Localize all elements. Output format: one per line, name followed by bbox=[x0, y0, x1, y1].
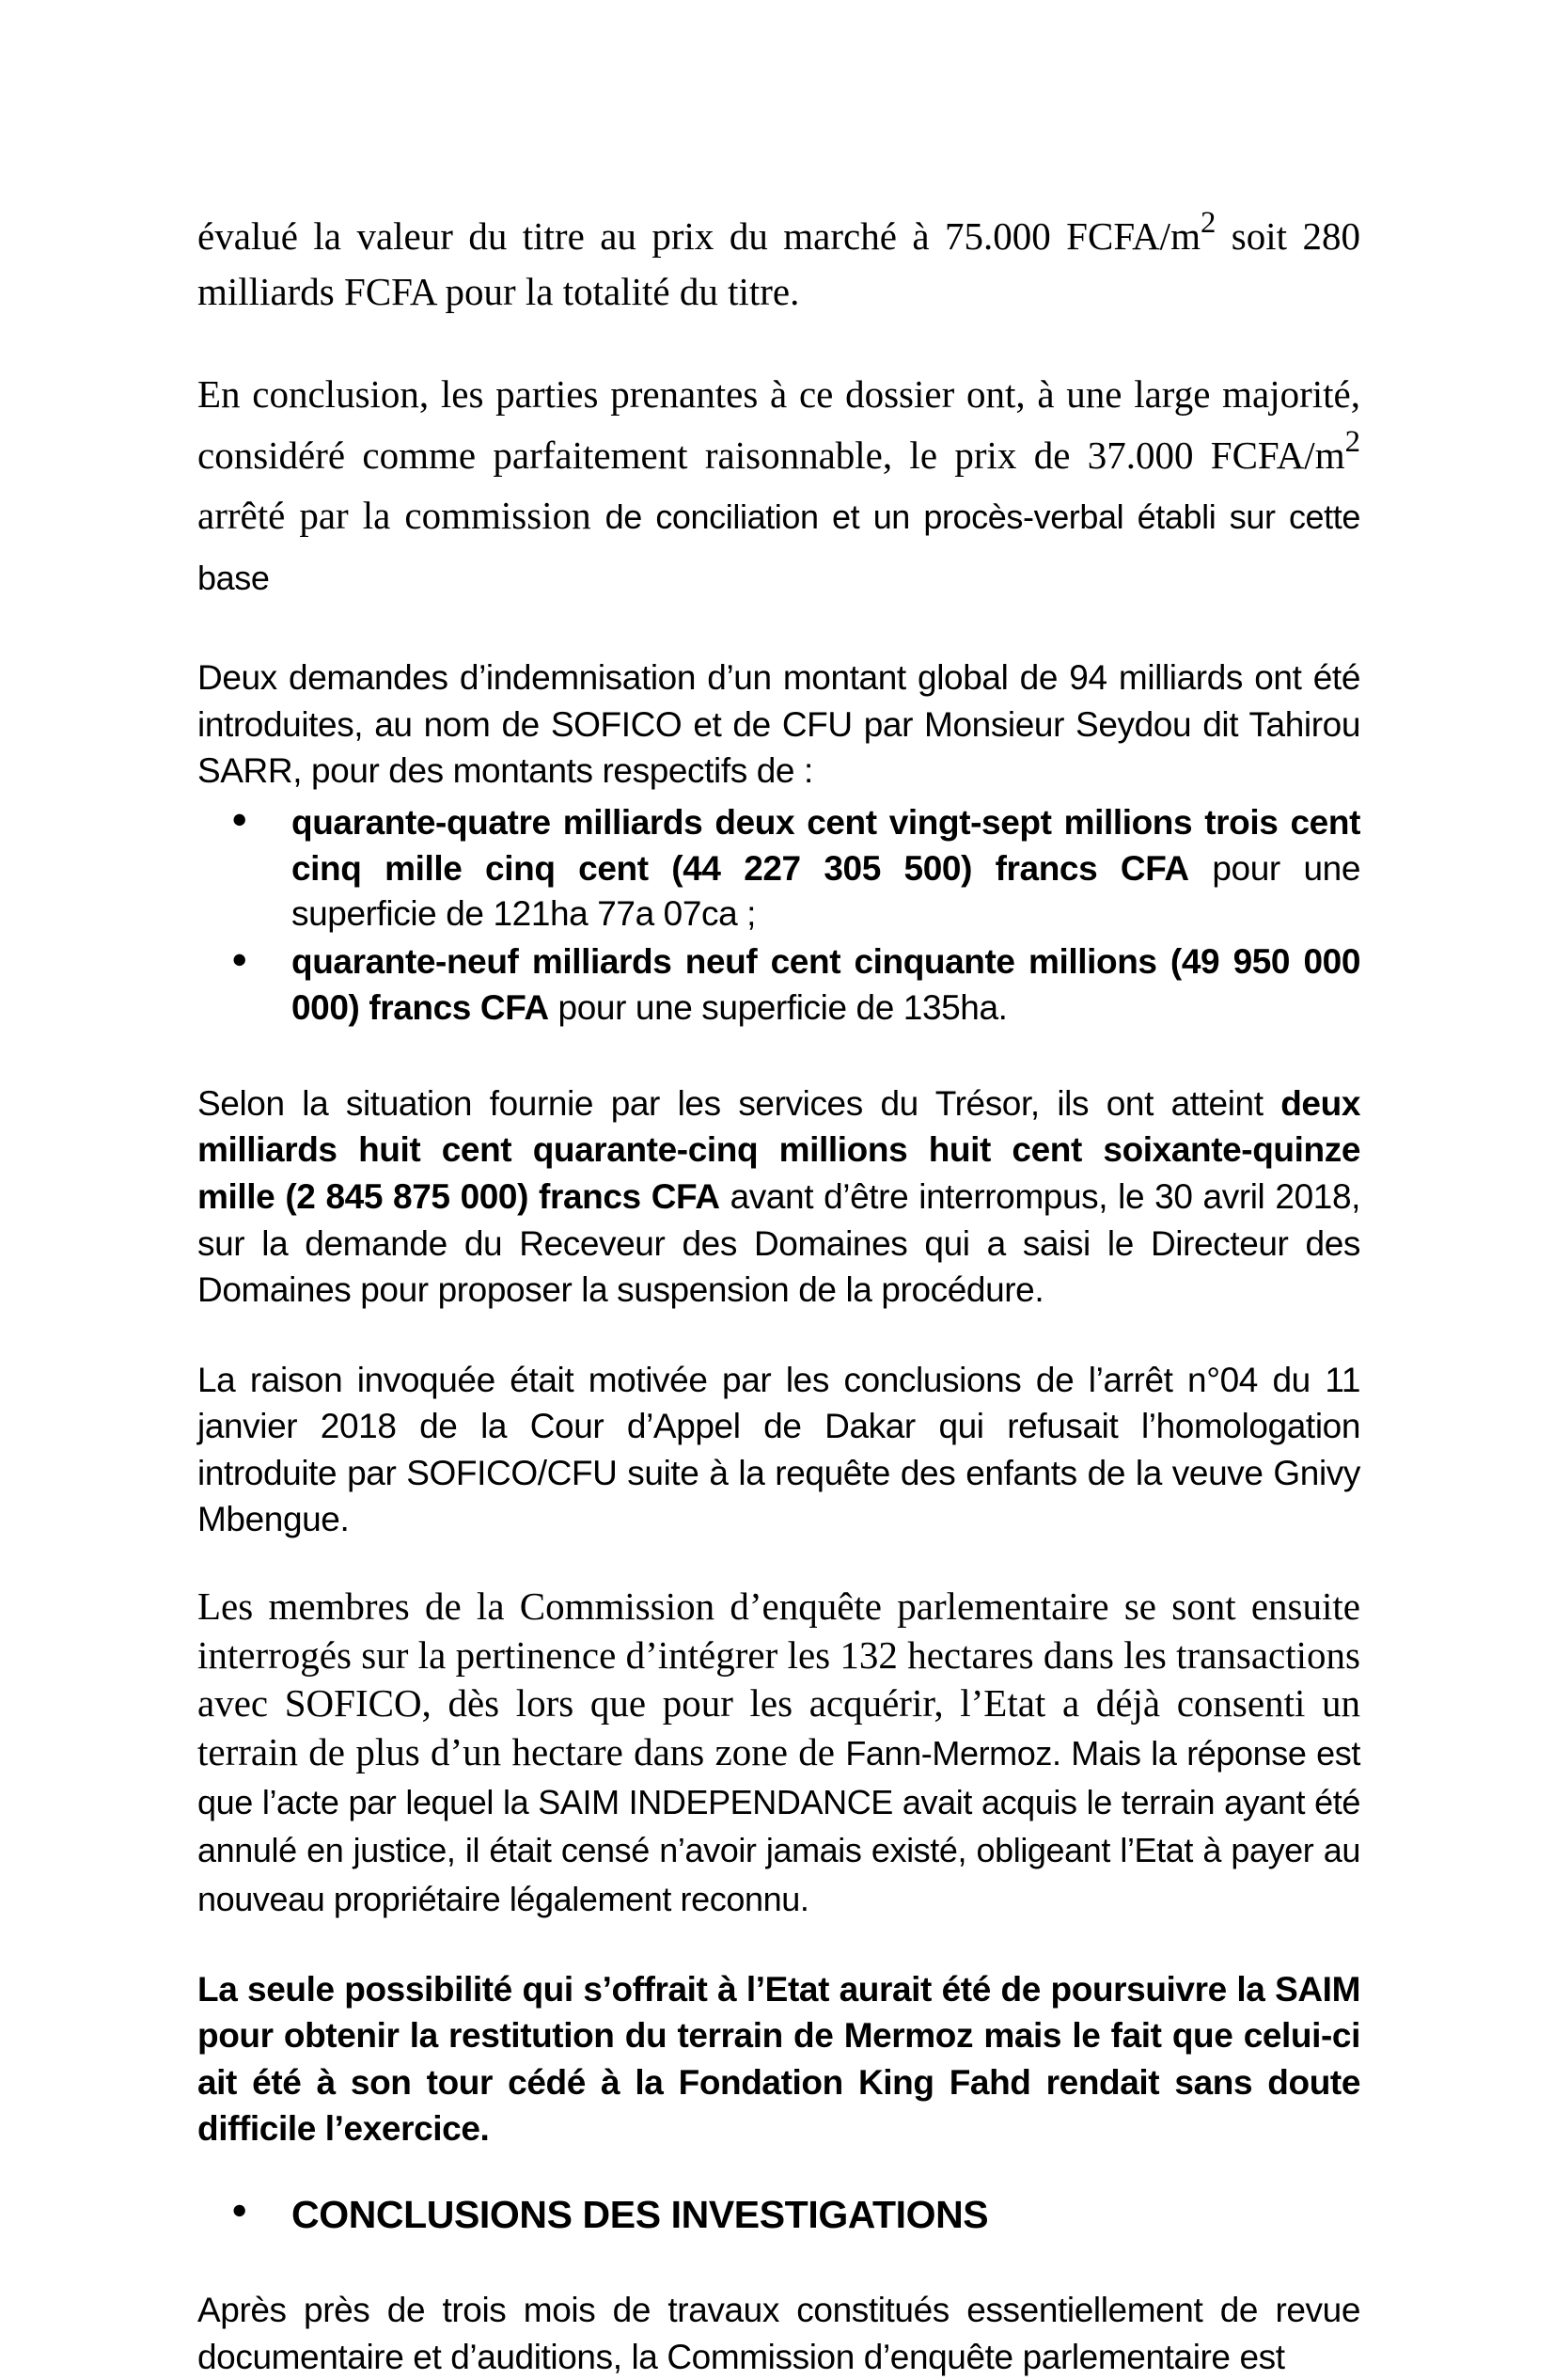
paragraph-commission-questions bbox=[197, 1583, 1360, 1923]
paragraph-two-claims: Deux demandes d’indemnisation d’un montant global de 94 milliards ont été introduites, au nom de SOFICO et de CFU par Monsieur Seydou dit Tahirou SARR, pour des montants respectifs de : bbox=[197, 657, 1360, 791]
bullet-icon: ● bbox=[231, 943, 248, 974]
list-item-claim-2 bbox=[197, 939, 1360, 1032]
p6-sans-text: Fann-Mermoz. Mais la réponse est que l’acte par lequel la SAIM INDEPENDANCE avait acquis le terrain ayant été annulé en justice, il était censé n’avoir jamais existé, obligeant l’Etat à payer au nouveau propriétaire légalement reconnu. bbox=[197, 1733, 1360, 1918]
bullet-icon: ● bbox=[231, 804, 248, 835]
p2-serif-text: En conclusion, les parties prenantes à ce dossier ont, à une large majorité, considéré comme parfaitement raisonnable, le prix de 37.000 FCFA/m bbox=[197, 371, 1360, 477]
p4-text-2: avant d’être interrompus, le 30 avril 2018, sur la demande du Receveur des Domaines qui a saisi le Directeur des Domaines pour proposer la suspension de la procédure. bbox=[197, 1176, 1360, 1310]
list-item-claim-1 bbox=[197, 800, 1360, 938]
claim-2-amount: quarante-neuf milliards neuf cent cinquante millions (49 950 000 000) francs CFA bbox=[291, 942, 1360, 1027]
paragraph-title-valuation bbox=[197, 205, 1360, 321]
document-content bbox=[197, 205, 1361, 2380]
p2-superscript-2: 2 bbox=[1344, 424, 1360, 459]
section-heading-conclusions bbox=[197, 2190, 1360, 2240]
paragraph-after-three-months: Après près de trois mois de travaux constitués essentiellement de revue documentaire et d’auditions, la Commission d’enquête parlementaire est bbox=[197, 2291, 1360, 2376]
paragraph-state-options: La seule possibilité qui s’offrait à l’Etat aurait été de poursuivre la SAIM pour obtenir la restitution du terrain de Mermoz mais le fait que celui-ci ait été à son tour cédé à la Fondation King Fahd rendait sans doute difficile l’exercice. bbox=[197, 1969, 1360, 2149]
p6-serif-text: Les membres de la Commission d’enquête parlementaire se sont ensuite interrogés sur la pertinence d’intégrer les 132 hectares dans les transactions avec SOFICO, dès lors que pour les acquérir, l’Etat a déjà consenti un terrain de plus d’un hectare dans zone de bbox=[197, 1584, 1360, 1773]
paragraph-court-ruling: La raison invoquée était motivée par les conclusions de l’arrêt n°04 du 11 janvier 2018 de la Cour d’Appel de Dakar qui refusait l’homologation introduite par SOFICO/CFU suite à la requête des enfants de la veuve Gnivy Mbengue. bbox=[197, 1360, 1360, 1539]
claim-1-amount: quarante-quatre milliards deux cent vingt-sept millions trois cent cinq mille cinq cent (44 227 305 500) francs CFA bbox=[291, 802, 1360, 888]
section-heading-label: CONCLUSIONS DES INVESTIGATIONS bbox=[291, 2192, 989, 2236]
p1-text-after-sup: soit 280 milliards FCFA pour la totalité du titre. bbox=[197, 214, 1360, 314]
p2-sans-text: de conciliation et un procès-verbal établi sur cette base bbox=[197, 497, 1361, 598]
claim-2-area: pour une superficie de 135ha. bbox=[548, 987, 1008, 1027]
p4-text-1: Selon la situation fournie par les services du Trésor, ils ont atteint bbox=[197, 1083, 1281, 1123]
p1-superscript-2: 2 bbox=[1200, 205, 1217, 240]
p2-serif-text-2: arrêté par la commission bbox=[197, 494, 605, 538]
claim-1-area: pour une superficie de 121ha 77a 07ca ; bbox=[291, 848, 1361, 934]
p4-amount-bold: deux milliards huit cent quarante-cinq millions huit cent soixante-quinze mille (2 845 875 000) francs CFA bbox=[197, 1083, 1360, 1216]
p1-text-before-sup: évalué la valeur du titre au prix du marché à 75.000 FCFA/m bbox=[197, 214, 1201, 258]
claims-bullet-list bbox=[197, 800, 1360, 1032]
paragraph-treasury-status bbox=[197, 1080, 1360, 1314]
bullet-icon: ● bbox=[231, 2195, 247, 2226]
paragraph-conclusion-price bbox=[197, 364, 1360, 607]
